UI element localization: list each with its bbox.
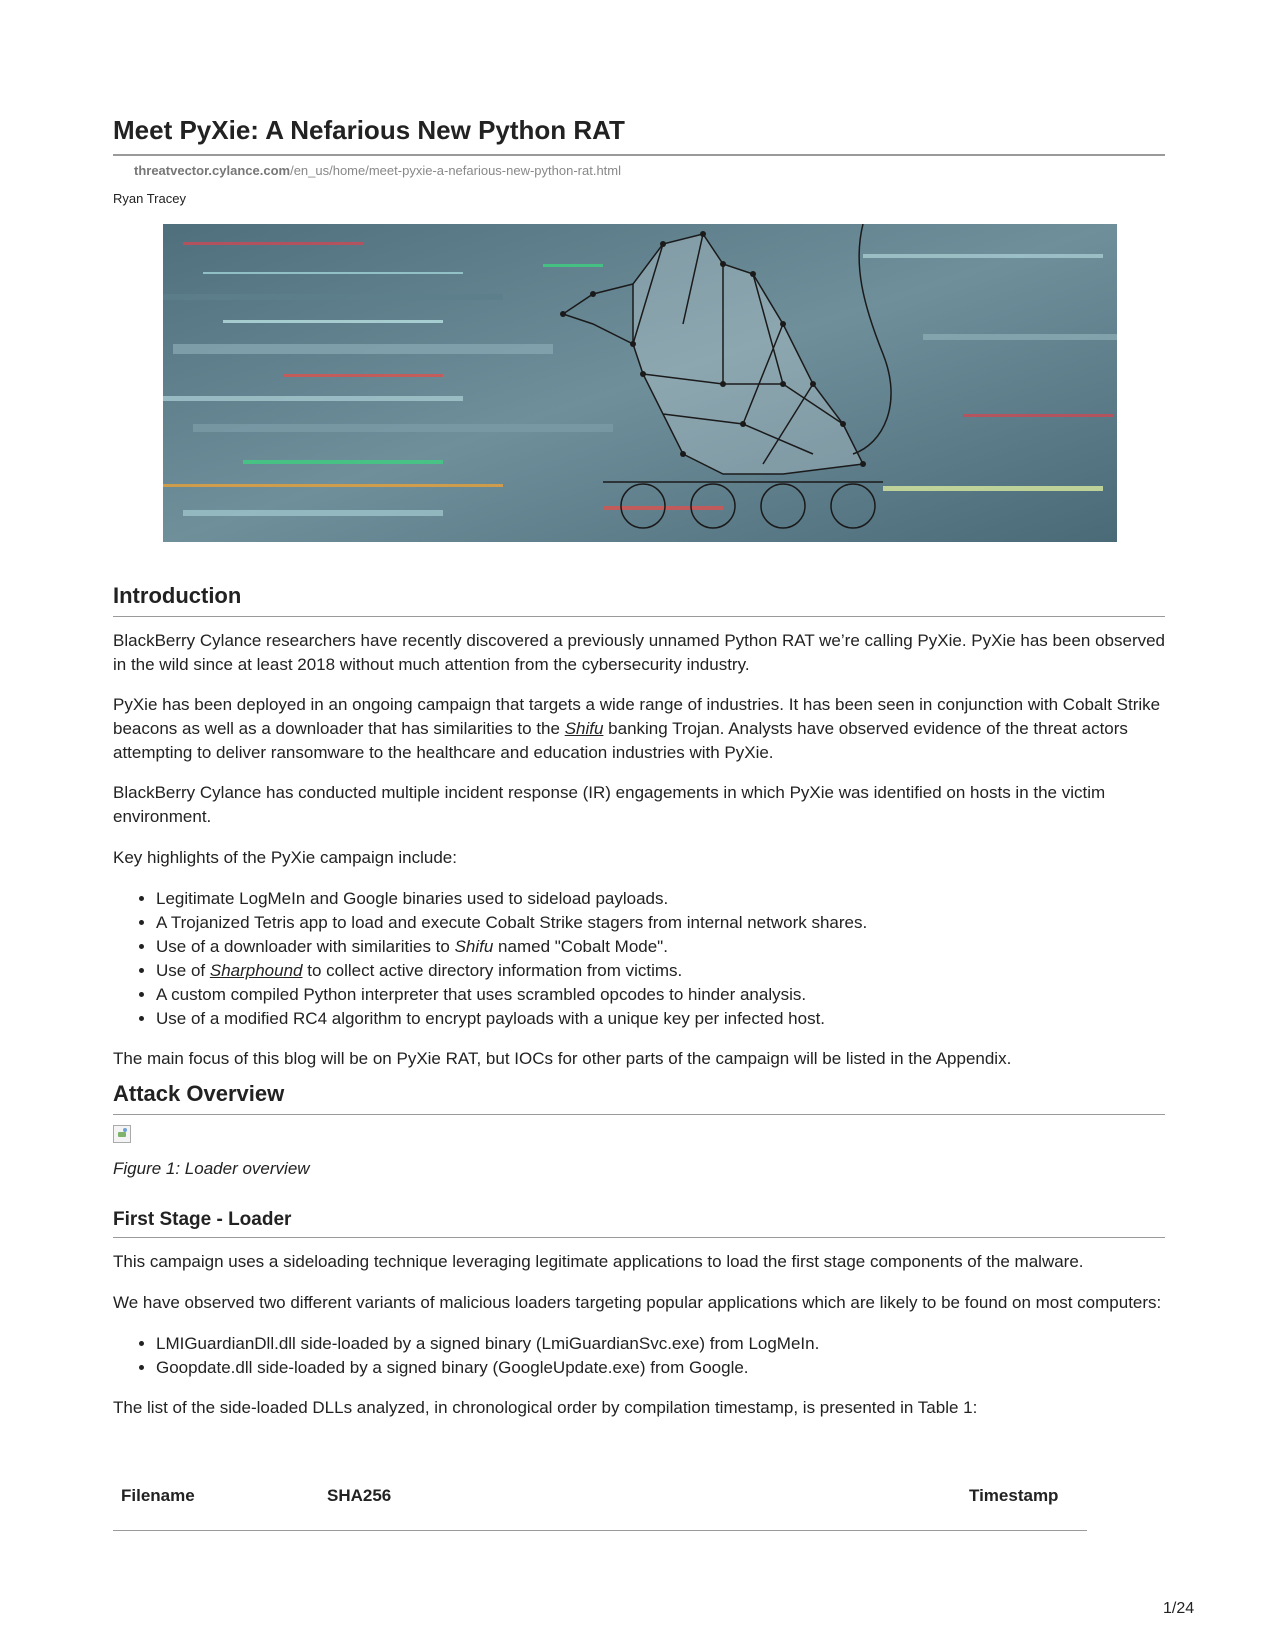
sharphound-link[interactable]: Sharphound (209, 961, 303, 980)
figure-caption: Figure 1: Loader overview (113, 1159, 310, 1178)
broken-image-icon (113, 1125, 131, 1143)
list-item-text-end: to collect active directory information from victims. (302, 961, 683, 980)
list-item-text: Use of a downloader with similarities to (156, 937, 455, 956)
intro-paragraph-2-text-end: banking Trojan. Analysts have observed evidence of the threat actors attempting to deliver ransomware to the healthcare and education industries with PyXie. (113, 719, 1128, 762)
hero-image (163, 224, 1117, 542)
intro-paragraph-5: The main focus of this blog will be on PyXie RAT, but IOCs for other parts of the campaign will be listed in the Appendix. (113, 1049, 1012, 1068)
first-stage-heading: First Stage - Loader (113, 1208, 1165, 1238)
column-header-timestamp: Timestamp (961, 1476, 1087, 1531)
column-header-filename: Filename (113, 1476, 319, 1531)
list-item: • A custom compiled Python interpreter that uses scrambled opcodes to hinder analysis. (156, 983, 1165, 1007)
shifu-link[interactable]: Shifu (564, 719, 604, 738)
intro-paragraph-1: BlackBerry Cylance researchers have recently discovered a previously unnamed Python RAT we’re calling PyXie. PyXie has been observed in the wild since at least 2018 without much attention from the cybersecurity industry. (113, 631, 1166, 674)
shifu-italic: Shifu (454, 937, 494, 956)
list-item-text-end: named "Cobalt Mode". (493, 937, 668, 956)
introduction-heading: Introduction (113, 582, 1165, 617)
list-item: • A Trojanized Tetris app to load and execute Cobalt Strike stagers from internal network shares. (156, 911, 1165, 935)
author-name: Ryan Tracey (113, 191, 186, 206)
intro-paragraph-3: BlackBerry Cylance has conducted multiple incident response (IR) engagements in which PyXie was identified on hosts in the victim environment. (113, 783, 1106, 826)
intro-paragraph-2 (113, 693, 1165, 765)
source-url-domain: threatvector.cylance.com (134, 163, 291, 178)
attack-overview-heading: Attack Overview (113, 1080, 1165, 1115)
highlights-list (113, 887, 1165, 1031)
source-url[interactable] (134, 163, 621, 178)
first-stage-paragraph-2: We have observed two different variants of malicious loaders targeting popular applications which are likely to be found on most computers: (113, 1293, 1162, 1312)
first-stage-section (113, 1208, 1165, 1420)
network-rat-illustration (163, 224, 1117, 542)
first-stage-paragraph-3: The list of the side-loaded DLLs analyzed, in chronological order by compilation timestamp, is presented in Table 1: (113, 1398, 978, 1417)
page-title: Meet PyXie: A Nefarious New Python RAT (113, 114, 1165, 156)
column-header-sha256: SHA256 (319, 1476, 961, 1531)
list-item: • Goopdate.dll side-loaded by a signed binary (GoogleUpdate.exe) from Google. (156, 1356, 1165, 1380)
list-item (156, 935, 1165, 959)
intro-paragraph-4: Key highlights of the PyXie campaign include: (113, 848, 457, 867)
intro-paragraph-2-text: PyXie has been deployed in an ongoing campaign that targets a wide range of industries. It has been seen in conjunction with Cobalt Strike beacons as well as a downloader that has similarities to the (113, 695, 1161, 738)
dll-table (113, 1476, 1087, 1531)
table-header-row (113, 1476, 1087, 1531)
list-item: • Legitimate LogMeIn and Google binaries used to sideload payloads. (156, 887, 1165, 911)
list-item (156, 959, 1165, 983)
first-stage-paragraph-1: This campaign uses a sideloading technique leveraging legitimate applications to load the first stage components of the malware. (113, 1252, 1084, 1271)
attack-overview-section (113, 1080, 1165, 1181)
list-item: • Use of a modified RC4 algorithm to encrypt payloads with a unique key per infected host. (156, 1007, 1165, 1031)
source-url-path: /en_us/home/meet-pyxie-a-nefarious-new-python-rat.html (290, 163, 622, 178)
loader-list (113, 1332, 1165, 1380)
list-item: • LMIGuardianDll.dll side-loaded by a signed binary (LmiGuardianSvc.exe) from LogMeIn. (156, 1332, 1165, 1356)
introduction-section (113, 582, 1165, 1071)
page-number: 1/24 (1163, 1600, 1195, 1617)
list-item-text: Use of (156, 961, 210, 980)
